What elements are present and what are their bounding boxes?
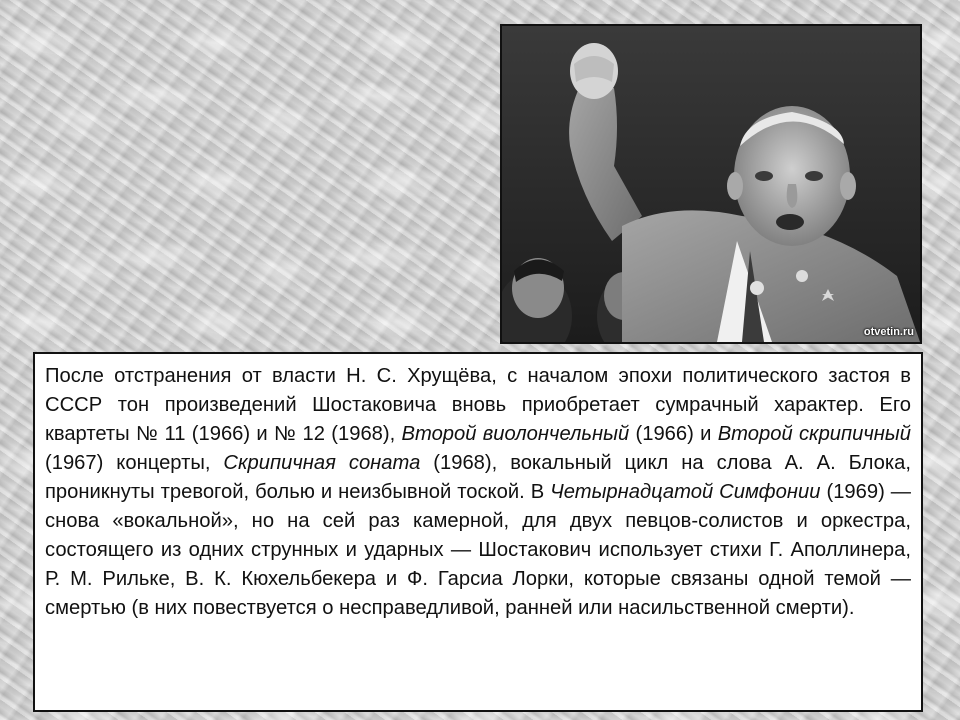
work-title-cello-concerto: Второй виолончельный [401, 423, 630, 445]
text-segment: (1968), вокальный цикл на слова А. А. Блока, проникнуты тревогой, болью и неизбывной тоской. В [45, 452, 912, 503]
photo-watermark: otvetin.ru [863, 326, 914, 338]
text-segment: (1969) — снова «вокальной», но на сей раз камерной, для двух певцов-солистов и оркестра, состоящего из одних струнных и ударных — Шостакович использует стихи Г. Аполлинера, Р. М. Рильке, В. К. Кюхельбекера и Ф. Гарсиа Лорки, которые связаны одной темой — смертью (в них повествуется о несправедливой, ранней или насильственной смерти). [45, 481, 911, 619]
text-segment: (1966) и [629, 423, 718, 445]
work-title-violin-sonata: Скрипичная соната [223, 452, 421, 474]
historical-photo [500, 24, 922, 344]
text-panel [33, 352, 923, 712]
body-paragraph [45, 362, 911, 623]
text-segment: После отстранения от власти Н. С. Хрущёва, с началом эпохи политического застоя в СССР тон произведений Шостаковича вновь приобретает сумрачный характер. Его квартеты № 11 (1966) и № 12 (1968), [45, 365, 911, 445]
work-title-violin-concerto: Второй скрипичный [717, 423, 911, 445]
work-title-fourteenth-symphony: Четырнадцатой Симфонии [550, 481, 821, 503]
text-segment: (1967) концерты, [45, 452, 224, 474]
photo-image [502, 26, 920, 342]
